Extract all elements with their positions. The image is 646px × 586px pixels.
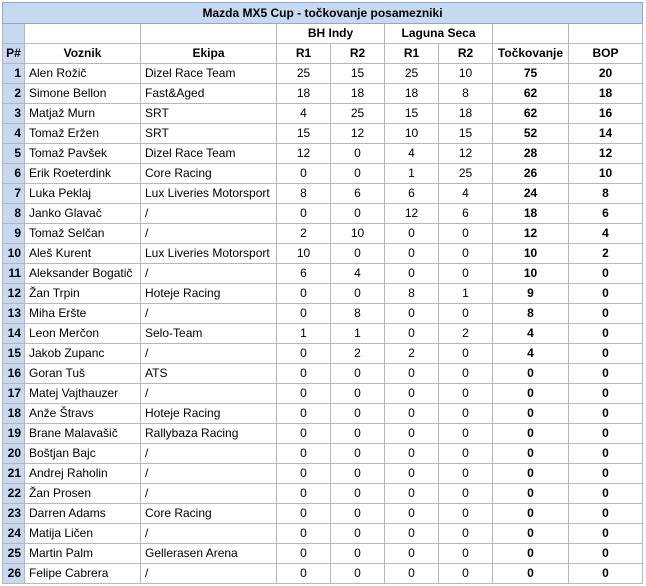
team-cell[interactable]: Gellerasen Arena	[141, 544, 277, 564]
table-row	[3, 64, 643, 84]
ls-r2-cell[interactable]: 12	[439, 144, 493, 164]
points-cell[interactable]: 0	[493, 544, 569, 564]
bh-r2-cell[interactable]: 0	[331, 164, 385, 184]
bop-cell[interactable]: 20	[569, 64, 643, 84]
header-bh-r2[interactable]: R2	[331, 44, 385, 64]
bop-cell[interactable]: 4	[569, 224, 643, 244]
bop-cell[interactable]: 0	[569, 544, 643, 564]
pos-cell[interactable]: 17	[3, 384, 25, 404]
table-row	[3, 264, 643, 284]
table-row	[3, 204, 643, 224]
ls-r2-cell[interactable]: 0	[439, 504, 493, 524]
ls-r1-cell[interactable]: 0	[385, 484, 439, 504]
table-row	[3, 384, 643, 404]
bh-r2-cell[interactable]: 0	[331, 484, 385, 504]
bh-r1-cell[interactable]: 0	[277, 384, 331, 404]
driver-cell[interactable]: Martin Palm	[25, 544, 141, 564]
ls-r1-cell[interactable]: 0	[385, 324, 439, 344]
ls-r2-cell[interactable]: 0	[439, 384, 493, 404]
header-points[interactable]: Točkovanje	[493, 44, 569, 64]
table-row	[3, 284, 643, 304]
table-row	[3, 224, 643, 244]
bh-r1-cell[interactable]: 0	[277, 484, 331, 504]
table-row	[3, 484, 643, 504]
points-cell[interactable]: 0	[493, 464, 569, 484]
ls-r2-cell[interactable]: 0	[439, 444, 493, 464]
team-cell[interactable]: Rallybaza Racing	[141, 424, 277, 444]
bh-r2-cell[interactable]: 2	[331, 344, 385, 364]
team-cell[interactable]: ATS	[141, 364, 277, 384]
bop-cell[interactable]: 0	[569, 384, 643, 404]
group-laguna-seca[interactable]: Laguna Seca	[385, 24, 493, 44]
table-row	[3, 84, 643, 104]
team-cell[interactable]: Hoteje Racing	[141, 404, 277, 424]
bh-r1-cell[interactable]: 6	[277, 264, 331, 284]
ls-r1-cell[interactable]: 0	[385, 224, 439, 244]
bh-r1-cell[interactable]: 0	[277, 524, 331, 544]
ls-r2-cell[interactable]: 0	[439, 564, 493, 584]
table-row	[3, 544, 643, 564]
pos-cell[interactable]: 15	[3, 344, 25, 364]
table-row	[3, 444, 643, 464]
bh-r2-cell[interactable]: 0	[331, 284, 385, 304]
pos-cell[interactable]: 23	[3, 504, 25, 524]
team-cell[interactable]: Fast&Aged	[141, 84, 277, 104]
table-row	[3, 424, 643, 444]
ls-r1-cell[interactable]: 12	[385, 204, 439, 224]
team-cell[interactable]: Dizel Race Team	[141, 144, 277, 164]
bop-cell[interactable]: 0	[569, 444, 643, 464]
bh-r1-cell[interactable]: 1	[277, 324, 331, 344]
bop-cell[interactable]: 0	[569, 564, 643, 584]
bh-r2-cell[interactable]: 0	[331, 464, 385, 484]
table-row	[3, 124, 643, 144]
ls-r2-cell[interactable]: 0	[439, 244, 493, 264]
bh-r2-cell[interactable]: 0	[331, 144, 385, 164]
points-cell[interactable]: 0	[493, 524, 569, 544]
driver-cell[interactable]: Matej Vajthauzer	[25, 384, 141, 404]
bh-r2-cell[interactable]: 0	[331, 524, 385, 544]
bh-r1-cell[interactable]: 15	[277, 124, 331, 144]
points-cell[interactable]: 0	[493, 444, 569, 464]
group-empty-cell[interactable]	[569, 24, 643, 44]
bh-r1-cell[interactable]: 0	[277, 564, 331, 584]
bop-cell[interactable]: 0	[569, 484, 643, 504]
pos-cell[interactable]: 14	[3, 324, 25, 344]
team-cell[interactable]: /	[141, 344, 277, 364]
pos-cell[interactable]: 26	[3, 564, 25, 584]
header-pos[interactable]: P#	[3, 44, 25, 64]
team-cell[interactable]: /	[141, 224, 277, 244]
team-cell[interactable]: /	[141, 304, 277, 324]
bop-cell[interactable]: 10	[569, 164, 643, 184]
pos-cell[interactable]: 21	[3, 464, 25, 484]
driver-cell[interactable]: Boštjan Bajc	[25, 444, 141, 464]
bh-r1-cell[interactable]: 0	[277, 284, 331, 304]
driver-cell[interactable]: Žan Trpin	[25, 284, 141, 304]
bh-r2-cell[interactable]: 18	[331, 84, 385, 104]
team-cell[interactable]: /	[141, 524, 277, 544]
bh-r2-cell[interactable]: 0	[331, 544, 385, 564]
driver-cell[interactable]: Tomaž Pavšek	[25, 144, 141, 164]
ls-r2-cell[interactable]: 0	[439, 304, 493, 324]
bh-r2-cell[interactable]: 0	[331, 504, 385, 524]
bop-cell[interactable]: 0	[569, 304, 643, 324]
bh-r1-cell[interactable]: 0	[277, 364, 331, 384]
team-cell[interactable]: Lux Liveries Motorsport	[141, 184, 277, 204]
bh-r1-cell[interactable]: 2	[277, 224, 331, 244]
points-cell[interactable]: 9	[493, 284, 569, 304]
pos-cell[interactable]: 7	[3, 184, 25, 204]
table-row	[3, 404, 643, 424]
points-cell[interactable]: 10	[493, 244, 569, 264]
pos-cell[interactable]: 6	[3, 164, 25, 184]
bh-r2-cell[interactable]: 4	[331, 264, 385, 284]
ls-r1-cell[interactable]: 1	[385, 164, 439, 184]
bop-cell[interactable]: 0	[569, 364, 643, 384]
pos-cell[interactable]: 8	[3, 204, 25, 224]
ls-r2-cell[interactable]: 15	[439, 124, 493, 144]
team-cell[interactable]: Lux Liveries Motorsport	[141, 244, 277, 264]
points-cell[interactable]: 0	[493, 404, 569, 424]
team-cell[interactable]: /	[141, 564, 277, 584]
points-cell[interactable]: 0	[493, 384, 569, 404]
ls-r2-cell[interactable]: 0	[439, 224, 493, 244]
bh-r2-cell[interactable]: 12	[331, 124, 385, 144]
ls-r2-cell[interactable]: 10	[439, 64, 493, 84]
driver-cell[interactable]: Miha Eršte	[25, 304, 141, 324]
bop-cell[interactable]: 0	[569, 264, 643, 284]
ls-r2-cell[interactable]: 1	[439, 284, 493, 304]
pos-cell[interactable]: 16	[3, 364, 25, 384]
bop-cell[interactable]: 18	[569, 84, 643, 104]
bh-r1-cell[interactable]: 0	[277, 164, 331, 184]
points-cell[interactable]: 8	[493, 304, 569, 324]
pos-cell[interactable]: 24	[3, 524, 25, 544]
points-cell[interactable]: 0	[493, 484, 569, 504]
bh-r1-cell[interactable]: 8	[277, 184, 331, 204]
pos-cell[interactable]: 25	[3, 544, 25, 564]
ls-r1-cell[interactable]: 25	[385, 64, 439, 84]
header-bop[interactable]: BOP	[569, 44, 643, 64]
ls-r2-cell[interactable]: 4	[439, 184, 493, 204]
driver-cell[interactable]: Alen Rožič	[25, 64, 141, 84]
driver-cell[interactable]: Aleš Kurent	[25, 244, 141, 264]
bop-cell[interactable]: 0	[569, 424, 643, 444]
ls-r2-cell[interactable]: 6	[439, 204, 493, 224]
ls-r1-cell[interactable]: 0	[385, 504, 439, 524]
driver-cell[interactable]: Leon Merčon	[25, 324, 141, 344]
points-cell[interactable]: 26	[493, 164, 569, 184]
header-team[interactable]: Ekipa	[141, 44, 277, 64]
table-row	[3, 564, 643, 584]
driver-cell[interactable]: Goran Tuš	[25, 364, 141, 384]
pos-cell[interactable]: 1	[3, 64, 25, 84]
ls-r1-cell[interactable]: 0	[385, 464, 439, 484]
bh-r1-cell[interactable]: 0	[277, 344, 331, 364]
bh-r1-cell[interactable]: 0	[277, 304, 331, 324]
table-row	[3, 244, 643, 264]
driver-cell[interactable]: Simone Bellon	[25, 84, 141, 104]
group-empty-cell[interactable]	[493, 24, 569, 44]
team-cell[interactable]: /	[141, 204, 277, 224]
points-cell[interactable]: 28	[493, 144, 569, 164]
team-cell[interactable]: /	[141, 264, 277, 284]
table-row	[3, 324, 643, 344]
bop-cell[interactable]: 14	[569, 124, 643, 144]
bop-cell[interactable]: 0	[569, 404, 643, 424]
table-row	[3, 164, 643, 184]
header-ls-r2[interactable]: R2	[439, 44, 493, 64]
track-group-row	[3, 24, 643, 44]
points-cell[interactable]: 0	[493, 564, 569, 584]
ls-r2-cell[interactable]: 0	[439, 364, 493, 384]
bh-r2-cell[interactable]: 0	[331, 564, 385, 584]
bh-r1-cell[interactable]: 0	[277, 404, 331, 424]
driver-cell[interactable]: Brane Malavašič	[25, 424, 141, 444]
standings-table	[2, 2, 643, 584]
bop-cell[interactable]: 0	[569, 524, 643, 544]
driver-cell[interactable]: Janko Glavač	[25, 204, 141, 224]
bh-r2-cell[interactable]: 0	[331, 424, 385, 444]
ls-r2-cell[interactable]: 0	[439, 424, 493, 444]
bh-r1-cell[interactable]: 12	[277, 144, 331, 164]
driver-cell[interactable]: Darren Adams	[25, 504, 141, 524]
group-bh-indy[interactable]: BH Indy	[277, 24, 385, 44]
ls-r2-cell[interactable]: 2	[439, 324, 493, 344]
pos-cell[interactable]: 11	[3, 264, 25, 284]
ls-r2-cell[interactable]: 0	[439, 264, 493, 284]
group-empty-cell[interactable]	[141, 24, 277, 44]
team-cell[interactable]: Selo-Team	[141, 324, 277, 344]
pos-cell[interactable]: 10	[3, 244, 25, 264]
bh-r1-cell[interactable]: 0	[277, 464, 331, 484]
ls-r2-cell[interactable]: 0	[439, 484, 493, 504]
bh-r2-cell[interactable]: 0	[331, 384, 385, 404]
bh-r2-cell[interactable]: 0	[331, 404, 385, 424]
table-row	[3, 184, 643, 204]
pos-cell[interactable]: 2	[3, 84, 25, 104]
points-cell[interactable]: 10	[493, 264, 569, 284]
ls-r1-cell[interactable]: 0	[385, 244, 439, 264]
driver-cell[interactable]: Žan Prosen	[25, 484, 141, 504]
team-cell[interactable]: SRT	[141, 124, 277, 144]
bh-r2-cell[interactable]: 1	[331, 324, 385, 344]
driver-cell[interactable]: Matija Ličen	[25, 524, 141, 544]
bh-r2-cell[interactable]: 25	[331, 104, 385, 124]
bh-r1-cell[interactable]: 0	[277, 504, 331, 524]
pos-cell[interactable]: 12	[3, 284, 25, 304]
pos-cell[interactable]: 5	[3, 144, 25, 164]
bop-cell[interactable]: 2	[569, 244, 643, 264]
ls-r1-cell[interactable]: 15	[385, 104, 439, 124]
header-row	[3, 44, 643, 64]
bh-r2-cell[interactable]: 0	[331, 364, 385, 384]
team-cell[interactable]: /	[141, 484, 277, 504]
group-pos-cell[interactable]	[3, 24, 25, 44]
table-title[interactable]: Mazda MX5 Cup - točkovanje posamezniki	[3, 3, 643, 24]
team-cell[interactable]: /	[141, 444, 277, 464]
ls-r1-cell[interactable]: 0	[385, 404, 439, 424]
ls-r1-cell[interactable]: 2	[385, 344, 439, 364]
bh-r1-cell[interactable]: 0	[277, 444, 331, 464]
driver-cell[interactable]: Jakob Zupanc	[25, 344, 141, 364]
points-cell[interactable]: 24	[493, 184, 569, 204]
bop-cell[interactable]: 6	[569, 204, 643, 224]
bop-cell[interactable]: 16	[569, 104, 643, 124]
points-cell[interactable]: 0	[493, 504, 569, 524]
pos-cell[interactable]: 3	[3, 104, 25, 124]
points-cell[interactable]: 62	[493, 84, 569, 104]
ls-r1-cell[interactable]: 18	[385, 84, 439, 104]
ls-r1-cell[interactable]: 0	[385, 264, 439, 284]
ls-r1-cell[interactable]: 0	[385, 564, 439, 584]
ls-r2-cell[interactable]: 0	[439, 464, 493, 484]
driver-cell[interactable]: Tomaž Selčan	[25, 224, 141, 244]
bop-cell[interactable]: 0	[569, 504, 643, 524]
pos-cell[interactable]: 18	[3, 404, 25, 424]
bh-r2-cell[interactable]: 0	[331, 244, 385, 264]
ls-r2-cell[interactable]: 0	[439, 344, 493, 364]
driver-cell[interactable]: Felipe Cabrera	[25, 564, 141, 584]
bop-cell[interactable]: 0	[569, 344, 643, 364]
ls-r2-cell[interactable]: 0	[439, 404, 493, 424]
bh-r2-cell[interactable]: 8	[331, 304, 385, 324]
ls-r2-cell[interactable]: 0	[439, 544, 493, 564]
bh-r1-cell[interactable]: 4	[277, 104, 331, 124]
pos-cell[interactable]: 9	[3, 224, 25, 244]
team-cell[interactable]: Hoteje Racing	[141, 284, 277, 304]
driver-cell[interactable]: Anže Štravs	[25, 404, 141, 424]
ls-r2-cell[interactable]: 0	[439, 524, 493, 544]
team-cell[interactable]: SRT	[141, 104, 277, 124]
driver-cell[interactable]: Luka Peklaj	[25, 184, 141, 204]
team-cell[interactable]: Core Racing	[141, 504, 277, 524]
pos-cell[interactable]: 13	[3, 304, 25, 324]
bh-r1-cell[interactable]: 18	[277, 84, 331, 104]
points-cell[interactable]: 75	[493, 64, 569, 84]
table-row	[3, 504, 643, 524]
bh-r1-cell[interactable]: 0	[277, 424, 331, 444]
bop-cell[interactable]: 8	[569, 184, 643, 204]
points-cell[interactable]: 18	[493, 204, 569, 224]
bh-r2-cell[interactable]: 15	[331, 64, 385, 84]
table-row	[3, 144, 643, 164]
points-cell[interactable]: 12	[493, 224, 569, 244]
pos-cell[interactable]: 19	[3, 424, 25, 444]
bh-r1-cell[interactable]: 25	[277, 64, 331, 84]
team-cell[interactable]: /	[141, 464, 277, 484]
table-row	[3, 464, 643, 484]
ls-r2-cell[interactable]: 25	[439, 164, 493, 184]
pos-cell[interactable]: 22	[3, 484, 25, 504]
bop-cell[interactable]: 0	[569, 464, 643, 484]
table-row	[3, 304, 643, 324]
table-row	[3, 104, 643, 124]
pos-cell[interactable]: 20	[3, 444, 25, 464]
ls-r1-cell[interactable]: 0	[385, 384, 439, 404]
driver-cell[interactable]: Aleksander Bogatič	[25, 264, 141, 284]
ls-r1-cell[interactable]: 8	[385, 284, 439, 304]
team-cell[interactable]: Dizel Race Team	[141, 64, 277, 84]
bh-r2-cell[interactable]: 0	[331, 444, 385, 464]
team-cell[interactable]: Core Racing	[141, 164, 277, 184]
table-row	[3, 344, 643, 364]
header-ls-r1[interactable]: R1	[385, 44, 439, 64]
ls-r1-cell[interactable]: 0	[385, 544, 439, 564]
bh-r2-cell[interactable]: 0	[331, 204, 385, 224]
ls-r2-cell[interactable]: 18	[439, 104, 493, 124]
ls-r1-cell[interactable]: 0	[385, 364, 439, 384]
points-cell[interactable]: 0	[493, 424, 569, 444]
ls-r1-cell[interactable]: 0	[385, 304, 439, 324]
bop-cell[interactable]: 0	[569, 324, 643, 344]
points-cell[interactable]: 4	[493, 324, 569, 344]
driver-cell[interactable]: Tomaž Eržen	[25, 124, 141, 144]
title-row	[3, 3, 643, 24]
bh-r1-cell[interactable]: 10	[277, 244, 331, 264]
header-bh-r1[interactable]: R1	[277, 44, 331, 64]
pos-cell[interactable]: 4	[3, 124, 25, 144]
points-cell[interactable]: 4	[493, 344, 569, 364]
ls-r1-cell[interactable]: 0	[385, 524, 439, 544]
bh-r1-cell[interactable]: 0	[277, 544, 331, 564]
ls-r2-cell[interactable]: 8	[439, 84, 493, 104]
ls-r1-cell[interactable]: 10	[385, 124, 439, 144]
bop-cell[interactable]: 12	[569, 144, 643, 164]
ls-r1-cell[interactable]: 6	[385, 184, 439, 204]
ls-r1-cell[interactable]: 0	[385, 424, 439, 444]
group-empty-cell[interactable]	[25, 24, 141, 44]
team-cell[interactable]: /	[141, 384, 277, 404]
driver-cell[interactable]: Matjaž Murn	[25, 104, 141, 124]
table-row	[3, 364, 643, 384]
points-cell[interactable]: 62	[493, 104, 569, 124]
driver-cell[interactable]: Andrej Raholin	[25, 464, 141, 484]
bop-cell[interactable]: 0	[569, 284, 643, 304]
ls-r1-cell[interactable]: 4	[385, 144, 439, 164]
table-row	[3, 524, 643, 544]
ls-r1-cell[interactable]: 0	[385, 444, 439, 464]
points-cell[interactable]: 0	[493, 364, 569, 384]
bh-r2-cell[interactable]: 6	[331, 184, 385, 204]
bh-r2-cell[interactable]: 10	[331, 224, 385, 244]
bh-r1-cell[interactable]: 0	[277, 204, 331, 224]
header-driver[interactable]: Voznik	[25, 44, 141, 64]
driver-cell[interactable]: Erik Roeterdink	[25, 164, 141, 184]
points-cell[interactable]: 52	[493, 124, 569, 144]
